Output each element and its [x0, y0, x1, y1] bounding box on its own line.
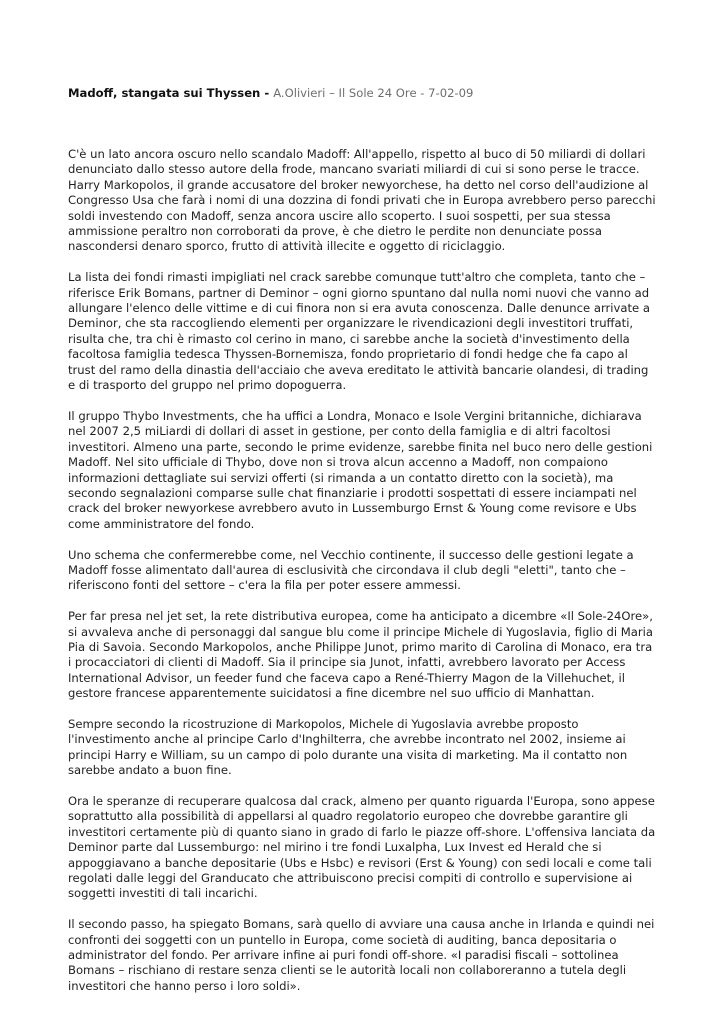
- article-source: A.Olivieri – Il Sole 24 Ore - 7-02-09: [273, 86, 474, 100]
- paragraph: C'è un lato ancora oscuro nello scandalo Madoff: All'appello, rispetto al buco di 50 miliardi di dollari denunciato dallo stesso autore della frode, mancano svariati miliardi di cui si sono perse le tracce. Harry Markopolos, il grande accusatore del broker newyorchese, ha detto nel corso dell'audizione al Congresso Usa che farà i nomi di una dozzina di fondi privati che in Europa avrebbero perso parecchi soldi investendo con Madoff, senza ancora uscire allo scoperto. I suoi sospetti, per sua stessa ammissione peraltro non corroborati da prove, è che dietro le perdite non denunciate possa nascondersi denaro sporco, frutto di attività illecite e oggetto di riciclaggio.: [68, 147, 656, 254]
- paragraph: Uno schema che confermerebbe come, nel Vecchio continente, il successo delle gestioni legate a Madoff fosse alimentato dall'aurea di esclusività che circondava il club degli "eletti", tanto che – riferiscono fonti del settore – c'era la fila per poter essere ammessi.: [68, 547, 634, 593]
- paragraph: La lista dei fondi rimasti impigliati nel crack sarebbe comunque tutt'altro che completa, tanto che – riferisce Erik Bomans, partner di Deminor – ogni giorno spuntano dal nulla nomi nuovi che vanno ad allungare l'elenco delle vittime e di cui finora non si era avuta conoscenza. Dalle denunce arrivate a Deminor, che sta raccogliendo elementi per organizzare le rivendicazioni degli investitori truffati, risulta che, tra chi è rimasto col cerino in mano, ci sarebbe anche la società d'investimento della facoltosa famiglia tedesca Thyssen-Bornemisza, fondo proprietario di fondi hedge che fa capo al trust del ramo della dinastia dell'acciaio che aveva ereditato le attività bancarie olandesi, di trading e di trasporto del gruppo nel primo dopoguerra.: [68, 270, 650, 393]
- header-separator: -: [260, 86, 274, 100]
- article-header: [68, 86, 668, 100]
- paragraph: Sempre secondo la ricostruzione di Markopolos, Michele di Yugoslavia avrebbe proposto l'investimento anche al principe Carlo d'Inghilterra, che avrebbe incontrato nel 2002, insieme ai principi Harry e William, su un campo di polo durante una visita di marketing. Ma il contatto non sarebbe andato a buon fine.: [68, 716, 628, 778]
- paragraph: Il gruppo Thybo Investments, che ha uffici a Londra, Monaco e Isole Vergini britanniche, dichiarava nel 2007 2,5 miLiardi di dollari di asset in gestione, per conto della famiglia e di altri facoltosi investitori. Almeno una parte, secondo le prime evidenze, sarebbe finita nel buco nero delle gestioni Madoff. Nel sito ufficiale di Thybo, dove non si trova alcun accenno a Madoff, non compaiono informazioni dettagliate sui servizi offerti (si rimanda a un contatto diretto con la società), ma secondo segnalazioni comparse sulle chat finanziarie i prodotti sospettati di essere inciampati nel crack del broker newyorkese avrebbero avuto in Lussemburgo Ernst & Young come revisore e Ubs come amministratore del fondo.: [68, 408, 653, 531]
- paragraph: Ora le speranze di recuperare qualcosa dal crack, almeno per quanto riguarda l'Europa, sono appese soprattutto alla possibilità di appellarsi al quadro regolatorio europeo che dovrebbe garantire gli investitori certamente più di quanto siano in grado di farlo le piazze off-shore. L'offensiva lanciata da Deminor parte dal Lussemburgo: nel mirino i tre fondi Luxalpha, Lux Invest ed Herald che si appoggiavano a banche depositarie (Ubs e Hsbc) e revisori (Erst & Young) con sedi locali e come tali regolati dalle leggi del Granducato che attribuiscono precisi compiti di controllo e supervisione ai soggetti investiti di tali incarichi.: [68, 793, 656, 901]
- paragraph: Per far presa nel jet set, la rete distributiva europea, come ha anticipato a dicembre «Il Sole-24Ore», si avvaleva anche di personaggi dal sangue blu come il principe Michele di Yugoslavia, figlio di Maria Pia di Savoia. Secondo Markopolos, anche Philippe Junot, primo marito di Carolina di Monaco, era tra i procacciatori di clienti di Madoff. Sia il principe sia Junot, infatti, avrebbero lavorato per Access International Advisor, un feeder fund che faceva capo a René-Thierry Magon de la Villehuchet, il gestore francese apparentemente suicidatosi a fine dicembre nel suo ufficio di Manhattan.: [68, 609, 653, 701]
- article-title: Madoff, stangata sui Thyssen: [68, 86, 261, 100]
- article-body: [68, 147, 658, 1010]
- paragraph: Il secondo passo, ha spiegato Bomans, sarà quello di avviare una causa anche in Irlanda e quindi nei confronti dei soggetti con un puntello in Europa, come società di auditing, banca depositaria o administrator del fondo. Per arrivare infine ai puri fondi off-shore. «I paradisi fiscali – sottolinea Bomans – rischiano di restare senza clienti se le autorità locali non collaboreranno a tutela degli investitori che hanno perso i loro soldi».: [68, 917, 655, 993]
